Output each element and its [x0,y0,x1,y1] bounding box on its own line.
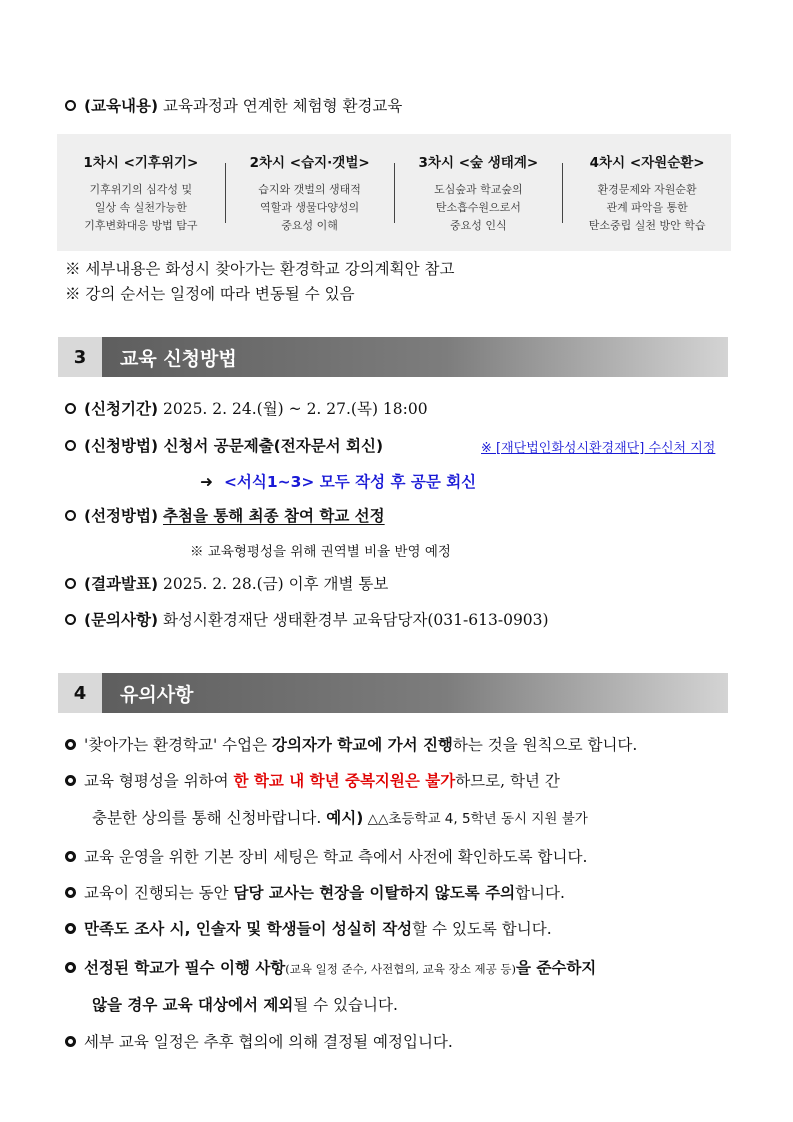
session-line: 일상 속 실천가능한 [94,200,187,214]
session-title: 3차시 <숲 생태계> [418,154,539,171]
method-sub-text: <서식1~3> 모두 작성 후 공문 회신 [223,473,477,491]
edu-content-row [65,94,402,116]
session-line: 역할과 생물다양성의 [260,200,360,214]
circle-bullet-icon [65,578,76,589]
session-desc [395,181,563,235]
circle-bullet-icon [65,887,76,898]
circle-bullet-icon [65,851,76,862]
apply-contact-row [65,608,549,630]
caution-text: 교육이 진행되는 동안 [84,884,234,902]
caution-text: '찾아가는 환경학교' 수업은 [84,736,273,754]
session-title: 4차시 <자원순환> [589,154,705,171]
note-1: ※ 세부내용은 화성시 찾아가는 환경학교 강의계획안 참고 [65,260,455,278]
caution-3 [65,845,587,867]
caution-2-line-2 [92,806,588,828]
apply-select-row [65,504,385,526]
section-number: 3 [58,337,102,377]
row-label: (문의사항) [84,611,159,629]
session-4 [563,151,731,235]
caution-6 [65,956,596,978]
session-line: 환경문제와 자원순환 [597,182,697,196]
apply-period-row [65,397,428,419]
note-2: ※ 강의 순서는 일정에 따라 변동될 수 있음 [65,285,355,303]
caution-6-line-2 [92,993,398,1015]
session-1 [57,151,225,235]
row-text: 2025. 2. 28.(금) 이후 개별 통보 [158,575,389,593]
caution-emphasis: 한 학교 내 학년 중복지원은 불가 [233,772,456,790]
apply-method-row [65,434,383,456]
session-line: 기후위기의 심각성 및 [89,182,193,196]
row-text: 추첨을 통해 최종 참여 학교 선정 [163,507,385,525]
caution-text: (교육 일정 준수, 사전협의, 교육 장소 제공 등) [285,962,516,976]
select-note: ※ 교육형평성을 위해 권역별 비율 반영 예정 [190,544,451,560]
session-desc [57,181,225,235]
caution-emphasis: 예시) [326,809,364,827]
session-line: 도심숲과 학교숲의 [434,182,523,196]
session-desc [563,181,731,235]
session-line: 습지와 갯벌의 생태적 [258,182,361,196]
caution-text: 충분한 상의를 통해 신청바랍니다. [92,809,327,827]
sessions-box [57,134,731,251]
recipient-link[interactable]: ※ [재단법인화성시환경재단] 수신처 지정 [481,441,716,456]
session-line: 기후변화대응 방법 탐구 [84,218,198,232]
apply-method-sub-row [200,470,476,492]
session-title: 2차시 <습지·갯벌> [249,154,370,171]
row-text: 화성시환경재단 생태환경부 교육담당자(031-613-0903) [158,611,549,629]
caution-2 [65,769,560,791]
section-number: 4 [58,673,102,713]
section-4-header [58,673,728,713]
circle-bullet-icon [65,923,76,934]
row-label: (신청방법) [84,437,159,455]
circle-bullet-icon [65,775,76,786]
caution-text: 하는 것을 원칙으로 합니다. [452,736,638,754]
circle-bullet-icon [65,962,76,973]
apply-result-row [65,572,388,594]
caution-emphasis: 을 준수하지 [516,959,597,977]
caution-text: 세부 교육 일정은 추후 협의에 의해 결정될 예정입니다. [84,1033,453,1051]
section-3-header [58,337,728,377]
circle-bullet-icon [65,739,76,750]
caution-1 [65,733,637,755]
circle-bullet-icon [65,440,76,451]
caution-emphasis: 만족도 조사 시, 인솔자 및 학생들이 성실히 작성 [84,920,413,938]
row-label: (선정방법) [84,507,159,525]
session-desc [226,181,394,235]
caution-text: 합니다. [515,884,565,902]
caution-text: 될 수 있습니다. [293,996,398,1014]
arrow-icon: ➜ [200,473,213,491]
caution-5 [65,917,552,939]
caution-text: 교육 형평성을 위하여 [84,772,234,790]
caution-emphasis: 않을 경우 교육 대상에서 제외 [92,996,294,1014]
session-line: 중요성 이해 [281,218,338,232]
session-3 [395,151,563,235]
session-line: 탄소흡수원으로서 [435,200,521,214]
session-line: 탄소중립 실천 방안 학습 [588,218,706,232]
circle-bullet-icon [65,1036,76,1047]
caution-text: 하므로, 학년 간 [455,772,560,790]
caution-4 [65,881,565,903]
section-title: 교육 신청방법 [102,337,728,377]
caution-emphasis: 선정된 학교가 필수 이행 사항 [84,959,286,977]
section-title: 유의사항 [102,673,728,713]
circle-bullet-icon [65,510,76,521]
caution-text: △△초등학교 4, 5학년 동시 지원 불가 [363,811,588,827]
row-label: (결과발표) [84,575,159,593]
session-title: 1차시 <기후위기> [83,154,199,171]
edu-content-text: 교육과정과 연계한 체험형 환경교육 [158,97,403,115]
circle-bullet-icon [65,403,76,414]
row-text: 2025. 2. 24.(월) ~ 2. 27.(목) 18:00 [158,400,428,418]
edu-content-label: (교육내용) [84,97,159,115]
circle-bullet-icon [65,100,76,111]
caution-emphasis: 강의자가 학교에 가서 진행 [272,736,453,754]
row-text: 신청서 공문제출(전자문서 회신) [158,437,384,455]
row-label: (신청기간) [84,400,159,418]
session-2 [226,151,394,235]
session-line: 관계 파악을 통한 [606,200,688,214]
caution-emphasis: 담당 교사는 현장을 이탈하지 않도록 주의 [233,884,516,902]
caution-text: 교육 운영을 위한 기본 장비 세팅은 학교 측에서 사전에 확인하도록 합니다. [84,848,588,866]
caution-text: 할 수 있도록 합니다. [412,920,552,938]
caution-7 [65,1030,453,1052]
circle-bullet-icon [65,614,76,625]
session-line: 중요성 인식 [450,218,507,232]
